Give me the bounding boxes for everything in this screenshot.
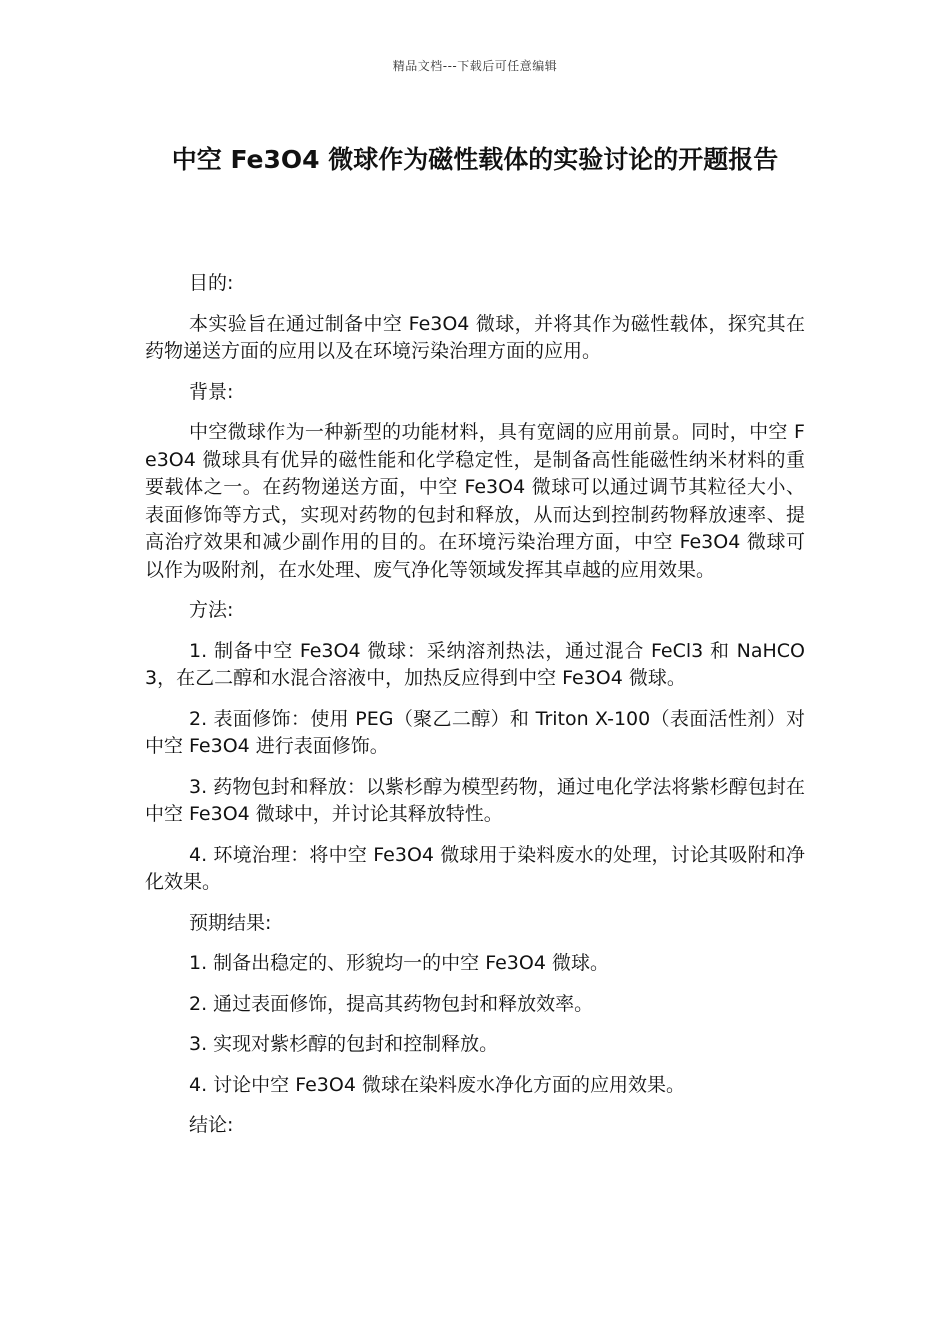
purpose-paragraph: 本实验旨在通过制备中空 Fe3O4 微球，并将其作为磁性载体，探究其在药物递送方面的应用以及在环境污染治理方面的应用。 (145, 312, 805, 362)
expected-item-3: 3. 实现对紫杉醇的包封和控制释放。 (189, 1033, 499, 1055)
expected-item-1: 1. 制备出稳定的、形貌均一的中空 Fe3O4 微球。 (189, 952, 609, 974)
method-item-1: 1. 制备中空 Fe3O4 微球：采纳溶剂热法，通过混合 FeCl3 和 NaHCO3，在乙二醇和水混合溶液中，加热反应得到中空 Fe3O4 微球。 (145, 639, 805, 689)
method-item-2: 2. 表面修饰：使用 PEG（聚乙二醇）和 Triton X-100（表面活性剂）对中空 Fe3O4 进行表面修饰。 (145, 707, 805, 757)
conclusion-heading: 结论: (189, 1114, 234, 1136)
method-item-3: 3. 药物包封和释放：以紫杉醇为模型药物，通过电化学法将紫杉醇包封在中空 Fe3O4 微球中，并讨论其释放特性。 (145, 775, 805, 825)
method-heading: 方法: (189, 599, 234, 621)
background-heading: 背景: (189, 380, 234, 403)
background-paragraph: 中空微球作为一种新型的功能材料，具有宽阔的应用前景。同时，中空 Fe3O4 微球具有优异的磁性能和化学稳定性，是制备高性能磁性纳米材料的重要载体之一。在药物递送方面，中空 Fe3O4 微球可以通过调节其粒径大小、表面修饰等方式，实现对药物的包封和释放，从而达到控制药物释放速率、提高治疗效果和减少副作用的目的。在环境污染治理方面，中空 Fe3O4 微球可以作为吸附剂，在水处理、废气净化等领域发挥其卓越的应用效果。 (145, 421, 805, 581)
method-item-4: 4. 环境治理：将中空 Fe3O4 微球用于染料废水的处理，讨论其吸附和净化效果。 (145, 843, 805, 893)
header-note: 精品文档---下载后可任意编辑 (392, 59, 558, 73)
expected-heading: 预期结果: (189, 911, 272, 934)
purpose-heading: 目的: (189, 272, 234, 294)
expected-item-4: 4. 讨论中空 Fe3O4 微球在染料废水净化方面的应用效果。 (189, 1073, 685, 1096)
expected-item-2: 2. 通过表面修饰，提高其药物包封和释放效率。 (189, 992, 594, 1015)
document-body (145, 270, 805, 1153)
document-title: 中空 Fe3O4 微球作为磁性载体的实验讨论的开题报告 (171, 145, 779, 174)
